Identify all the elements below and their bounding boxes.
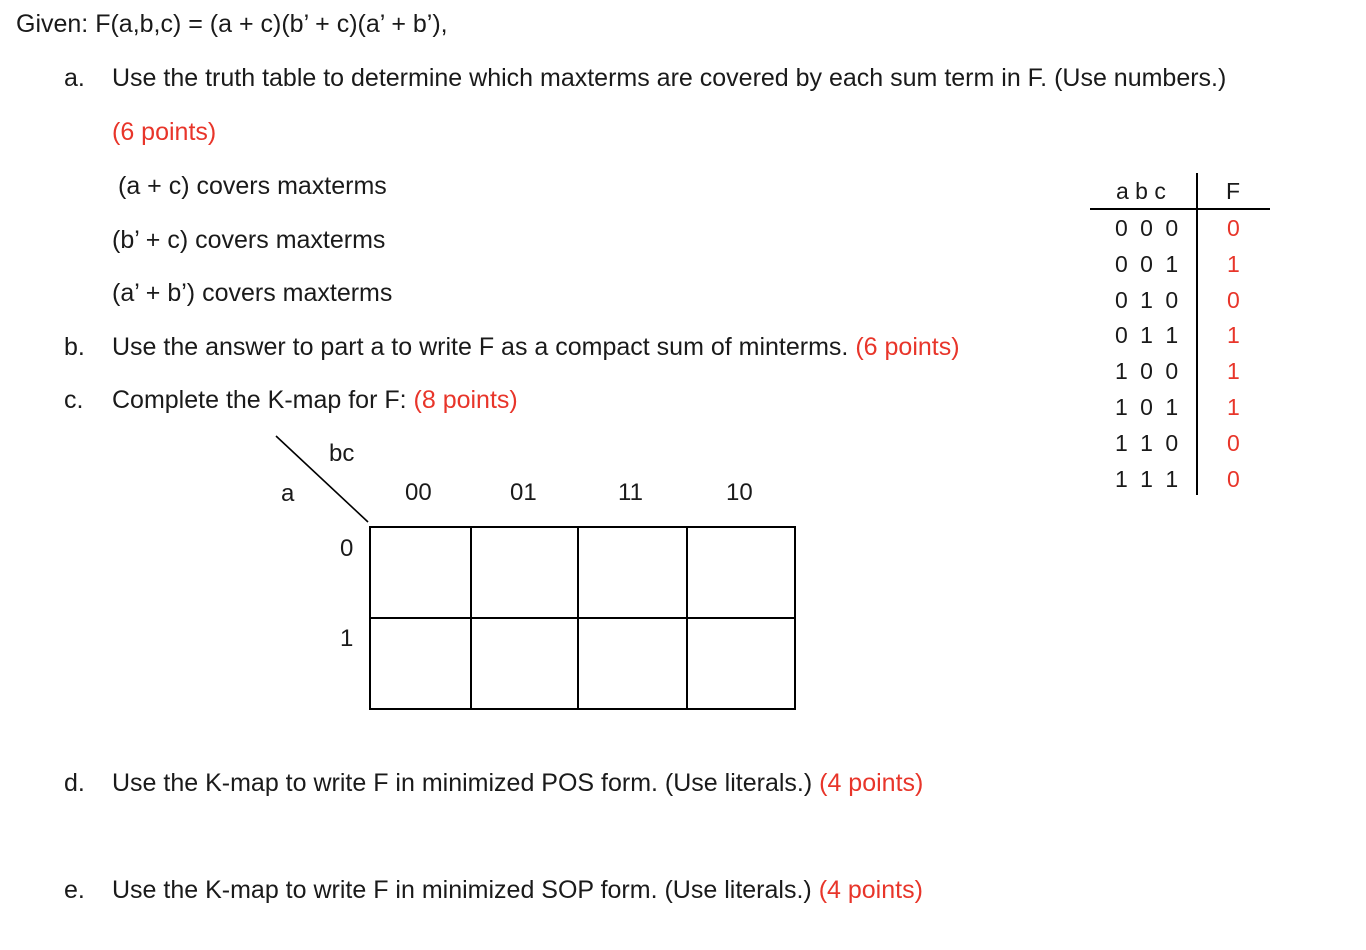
part-c-line [112,386,518,415]
kmap-row-label-1: 1 [340,625,354,652]
part-b-letter: b. [64,333,85,361]
given-function: Given: F(a,b,c) = (a + c)(b’ + c)(a’ + b’), [16,10,448,38]
truth-table-output: 0 [1227,430,1240,456]
truth-table-output: 1 [1227,358,1240,384]
kmap-col-label-01: 01 [510,479,537,506]
part-b-text: Use the answer to part a to write F as a compact sum of minterms. [112,333,849,361]
kmap-col-label-11: 11 [618,479,643,506]
truth-table-row: 0 0 1 [1115,251,1182,277]
part-a-points: (6 points) [112,118,217,146]
kmap-cell-a1-bc00[interactable] [371,619,470,708]
truth-table-output: 1 [1227,251,1240,277]
part-e-points: (4 points) [818,876,923,904]
truth-table-row: 0 1 0 [1115,287,1182,313]
truth-table-header-output: F [1226,178,1241,204]
part-d-points: (4 points) [819,769,924,797]
part-d-letter: d. [64,769,85,797]
kmap-cell-a0-bc01[interactable] [472,528,577,617]
kmap-cell-a1-bc10[interactable] [688,619,794,708]
kmap-cell-a1-bc11[interactable] [579,619,686,708]
part-a-sub-3: (a’ + b’) covers maxterms [112,279,393,307]
part-e-text: Use the K-map to write F in minimized SOP form. (Use literals.) [112,876,812,904]
truth-table-rule [1196,173,1198,495]
kmap-row-var: a [281,480,295,507]
truth-table-row: 1 1 1 [1115,466,1182,492]
part-e-line [112,876,923,905]
part-a-sub-2: (b’ + c) covers maxterms [112,226,386,254]
kmap-col-var: bc [329,440,355,467]
kmap-cell-a0-bc00[interactable] [371,528,470,617]
part-a-sub-1: (a + c) covers maxterms [118,172,387,200]
kmap-col-label-00: 00 [405,479,432,506]
truth-table-rule [1090,208,1270,210]
part-b-points: (6 points) [855,333,960,361]
truth-table-row: 1 0 1 [1115,394,1182,420]
truth-table-output: 0 [1227,287,1240,313]
part-a-text: Use the truth table to determine which maxterms are covered by each sum term in F. (Use numbers.) [112,64,1227,92]
truth-table-header-inputs: a b c [1116,178,1166,204]
part-a-letter: a. [64,64,85,92]
truth-table-row: 1 1 0 [1115,430,1182,456]
kmap-row-label-0: 0 [340,535,354,562]
part-c-text: Complete the K-map for F: [112,386,407,414]
part-e-letter: e. [64,876,85,904]
truth-table-row: 0 1 1 [1115,322,1182,348]
kmap-cell-a0-bc10[interactable] [688,528,794,617]
part-b-line [112,333,960,362]
kmap-cell-a1-bc01[interactable] [472,619,577,708]
truth-table-row: 1 0 0 [1115,358,1182,384]
kmap-col-label-10: 10 [726,479,753,506]
part-c-letter: c. [64,386,84,414]
truth-table-output: 1 [1227,322,1240,348]
truth-table-output: 0 [1227,215,1240,241]
truth-table-row: 0 0 0 [1115,215,1182,241]
part-d-text: Use the K-map to write F in minimized POS form. (Use literals.) [112,769,813,797]
part-d-line [112,769,923,798]
truth-table-output: 1 [1227,394,1240,420]
kmap-cell-a0-bc11[interactable] [579,528,686,617]
truth-table-output: 0 [1227,466,1240,492]
part-c-points: (8 points) [413,386,518,414]
